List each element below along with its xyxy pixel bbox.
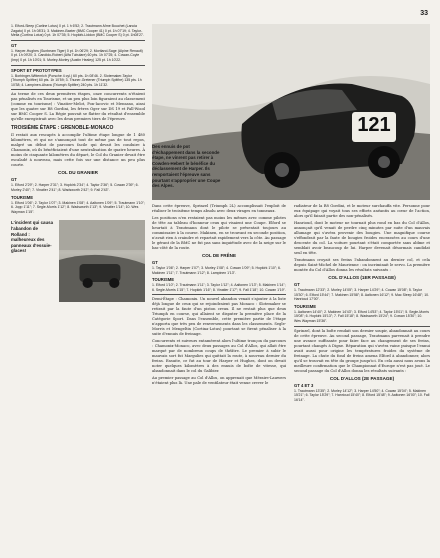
divider xyxy=(11,40,145,41)
paragraph: Dans cette épreuve, Sprinzel (Triumph 2L) accomplissait l'exploit de réaliser le troisième temps absolu avec deux virages en tonneaux. xyxy=(152,204,286,213)
granier-gt-results: 1. Elford 2'29"; 2. Harper 2'31"; 3. Hopkirk 2'34"; 4. Taylor 2'36"; 5. Cowan 2'39"; 6. Morley 2'40"; 7. Vinatier 2'41"; 8. Wadsworth 2'42"; 9. Fall 2'43". xyxy=(11,183,139,192)
caption-rolland: L'incident qui causa l'abandon de Rolland : malheureux des panneaux d'essuie-glaces! xyxy=(11,220,54,254)
results-gt: 1. Harper-Hughes (Sunbeam Tiger) 0 pt. 1h 06'29; 2. Mortland-Sage (Alpine Renault) 0 pt. 1h 09'20; 3. Candido-Robert (Alfa Tubulare) 60 pts. 1h 07'25; 4. Cowan-Coyle (Imp) 0 pt. 1h 10'01; 5. Morley-Morley (Austin Healey) 125 pt. 1h 10'22. xyxy=(11,48,143,62)
paragraph: Les positions n'en restaient pas moins les mêmes avec comme pilotes de tête au tableau d'honneur ceux qui visaient une Coupe. Elford se heurtait à Trautmann dont le pilote se présentait toujours au commissaire à la course. Makinen, en se trouvant en seconde position, n'avait rien à craindre et repartait rapidement vers la côte. Au passage le gérant de la BMC ne fut pas sans inquiétude avec de la neige sur le bas-côté de la route. xyxy=(152,216,286,250)
stage-heading: TROISIÈME ÉTAPE : GRENOBLE-MONACO xyxy=(11,125,114,132)
road-photo xyxy=(59,220,145,302)
paragraph: Trautmann croyait ses freins l'abandonnent au dernier col, et cela depuis Saint-Michel de Maurienne : on incriminait le servo. La première montée du Col d'Allos donna les résultats suivants : xyxy=(294,258,430,272)
paragraph: Demi-Étape : Chamonix. Un nouvel abandon venait s'ajouter à la liste déjà longue de ceux qui se rejoindraient pas Monaco : Slotemaker se retirait par la faute d'un piston creux. Il ne restait plus que deux Triumph en course, qui allaient se disputer la première place de la Catégorie Sport. Dans l'ensemble, cette première partie de l'étape n'apporta que très peu de renversements dans les classements. Segle-Morris et Mengeltin (Cortina-Lotus) pourtant se firent pénaliser à la suite d'ennuis de freinage. xyxy=(152,297,286,337)
results-gt-heading: GT xyxy=(11,42,17,48)
paragraph: Au terme de ces deux premières étapes, onze concurrents n'étaient pas pénalisés en Tourisme, et un peu plus loin figuraient au classement (comme en tourisme) : Vinatier-Melot, Pon-Iacovic et Mensano, ainsi que les quatre sur R8 Gordini, les frères Oger sur DS 19 et Fall-Wood sur BMC Cooper S. La Régie pouvait se flatter du résultat d'ensemble qu'elle enregistrait avec les deux premiers tiers de l'épreuve. xyxy=(11,92,145,122)
paragraph: Concurrents et suiveurs entamèrent alors l'ultime tronçon du parcours : Chamonix-Monaco, avec deux passages au Col d'Allos, qui allait être marqué par de nombreux coups de théâtre. Le premier à subir le mauvais sort fut Margulies qui quittait la route, à nouveau dernier du freins. Ensuite, ce fut au tour de Harper et Hughes, dont on devait noter quelques kilomètres à des ennuis de boîte de vitesse, qui abandonnait dans le col du Galibier. xyxy=(152,339,286,374)
frene-heading: COL DE FRÊNE xyxy=(201,253,237,258)
allos2-heading: COL D'ALLOS (2E PASSAGE) xyxy=(329,375,395,381)
car-number: 121 xyxy=(357,114,391,136)
paragraph: Il restait aux rescapés à accomplir l'ultime étape longue de 1 480 kilomètres, et qui ne s'annonçait tout de même pas de tout repos, malgré un début de parcours facile qui devait les conduire à Chamonix, où ils bénéficiaient d'une neutralisation de quatre heures. À moins de cinquante kilomètres du départ, le Col du Granier devait être escaladé à nouveau, mais cette fois sur une distance un peu plus courte. xyxy=(11,133,145,168)
allos2-gt-heading: GT 4 ET 3 xyxy=(294,382,314,388)
divider xyxy=(11,65,145,66)
divider xyxy=(294,326,430,327)
right-column xyxy=(294,204,430,554)
road-scene-illustration xyxy=(59,220,145,302)
frene-tourisme-results: 1. Elford 1'10"; 2. Trautmann 1'11"; 3. Taylor 1'12"; 4. Aaltonen 1'13"; 5. Makinen 1'14"; 6. Segle-Morris 1'15"; 7. Hopkirk 1'16"; 8. Vinatier 1'17"; 9. Fall 1'18"; 10. Cowan 1'19". xyxy=(152,283,286,292)
middle-column xyxy=(152,204,286,554)
page-number: 33 xyxy=(420,10,428,17)
results-tourisme: 1. Elford-Sleep (Carline Lotus) 0 pt. 1 h 6'52; 2. Trautmann-Mme Bouchet (Lancia Zagato) 0 pt. 1h 08'31; 3. Makinen-Baxter (BMC Cooper 41) 0 pt. 1h 07'19; 4. Taylor-Melia (Cortina Lotus) 0 pt. 1h 07'35; 5. Hopkirk-Liddon (BMC Cooper S) 0 pt. 1h08'27. xyxy=(11,24,144,38)
paragraph: radiateur de la R8 Gordini, et le moteur surchauffa vite. Personne pour eux équipage qui voyait tous ses efforts anéantis au cœur de l'action, alors qu'il faisait partie des non-pénalisés. xyxy=(294,204,430,218)
granier-tourisme-heading: TOURISME xyxy=(11,194,34,200)
paragraph: Sprinzel, dont la boîte rendait son dernier soupir, abandonnait au cours de cette épreuve. Au second passage, Trautmann parvenait à prendre une avance suffisante pour faire face au changement de ses freins, pourtant changés à Digne. Réparation qui s'avéra vaine puisque l'ennui avait aussi pour origine les températures froides du système de freinage. La chute du fond de freins amena Elford à abandonner, alors qu'il se trouvait en tête du groupe jusqu'ici. En cela aussi nous avons la meilleure confirmation que le Championnat d'Europe n'est pas joué. Le second passage du Col d'Allos donna les résultats suivants : xyxy=(294,328,430,373)
divider xyxy=(152,294,286,295)
allos1-gt-heading: GT xyxy=(294,282,300,287)
left-column xyxy=(11,24,145,554)
divider xyxy=(11,89,145,90)
allos1-gt-results: 1. Trautmann 12'33"; 2. Morley 14'05"; 3. Harper 14'29"; 4. Cowan 15'08"; 5. Taylor 15'30"; 6. Elford 15'44"; 7. Makinen 15'58"; 8. Aaltonen 16'12"; 9. Mac Sleep 16'48"; 10. Hanrioud 17'00". xyxy=(294,288,430,302)
results-proto-heading: SPORT ET PROTOTYPES xyxy=(11,67,62,73)
frene-gt-heading: GT xyxy=(152,260,158,265)
granier-heading: COL DU GRANIER xyxy=(58,170,98,176)
results-proto: 1. Borbinger-Wittenrich (Porsche 4 cyl.) 60 pts. 1h 08'46. 2. Slotemaker-Taylor (Triumph Spitfire) 60 pts. 1h 10'59; 3. Thuner-Gretener (Triumph Spitfire) 135 pts. 1h 10'38; 4. Lampinen-Ahava (Triumph Spitfire) 240 pts. 1h 11'32. xyxy=(11,73,142,87)
allos1-tourisme-results: 1. Aaltonen 14'40"; 2. Makinen 14'43"; 3. Elford 14'53"; 4. Taylor 15'01"; 5. Segle-Morris 15'08"; 6. Hopkirk 15'13"; 7. Fall 15'18"; 8. Wadsworth 15'24"; 9. Cowan 15'30"; 10. Wes Wayman 15'36". xyxy=(294,309,430,323)
paragraph: Hanrioud, dont le moteur ne tournait plus rond en bas du Col d'Allos, annonçait qu'il venait de perdre cinq minutes par suite d'un mauvais allumage qui s'avéra provenir des bougies. Une magnifique course s'effondrait par la faute de bougies froides encrassées au cours d'une descente du col. La voiture pourtant s'était comportée sans abîme et semblait avoir beaucoup de lui. Harper devenait désormais candidat seul en tête. xyxy=(294,221,430,255)
granier-gt-heading: GT xyxy=(11,177,17,183)
paragraph: Au premier passage au Col d'Allos, on apprenait que Méraire-Lauwers n'étaient plus là. Une pale de ventilateur était venue crever le xyxy=(152,376,286,386)
photo-caption: Des ennuis de pot d'échappement dans la seconde étape, ne vinrent pas retirer à Cowden-Hebert le bénéfice du déclassement de Harper. Ils remportaient l'épreuve sans pourtant s'approprier une Coupe des Alpes. xyxy=(152,144,221,189)
allos1-tourisme-heading: TOURISME xyxy=(294,303,317,309)
allos1-heading: COL D'ALLOS (1ER PASSAGE) xyxy=(328,275,396,280)
frene-gt-results: 1. Taylor 1'06"; 2. Harper 1'07"; 3. Morley 1'08"; 4. Cowan 1'09"; 5. Hopkirk 1'10"; 6. Makinen 1'11"; 7. Trautmann 1'12"; 8. Lampinen 1'13". xyxy=(152,266,281,275)
granier-tourisme-results: 1. Elford 1'06"; 2. Taylor 1'07"; 3. Makinen 1'08"; 4. Aaltonen 1'09"; 5. Trautmann 1'10"; 6. Jopp 1'11"; 7. Segle-Morris 1'12"; 8. Wadsworth 1'13"; 9. Vinatier 1'14"; 10. Wes Wayman 1'15". xyxy=(11,200,145,214)
allos2-gt-results: 1. Trautmann 13'35"; 2. Morley 14'12"; 3. Harper 14'50"; 4. Cowan 15'04"; 5. Makinen 15'21"; 6. Taylor 15'29"; 7. Hanrioud 15'40"; 8. Elford 15'48"; 9. Aaltonen 16'00"; 10. Fall 16'14". xyxy=(294,388,430,402)
frene-tourisme-heading: TOURISME xyxy=(152,277,175,283)
